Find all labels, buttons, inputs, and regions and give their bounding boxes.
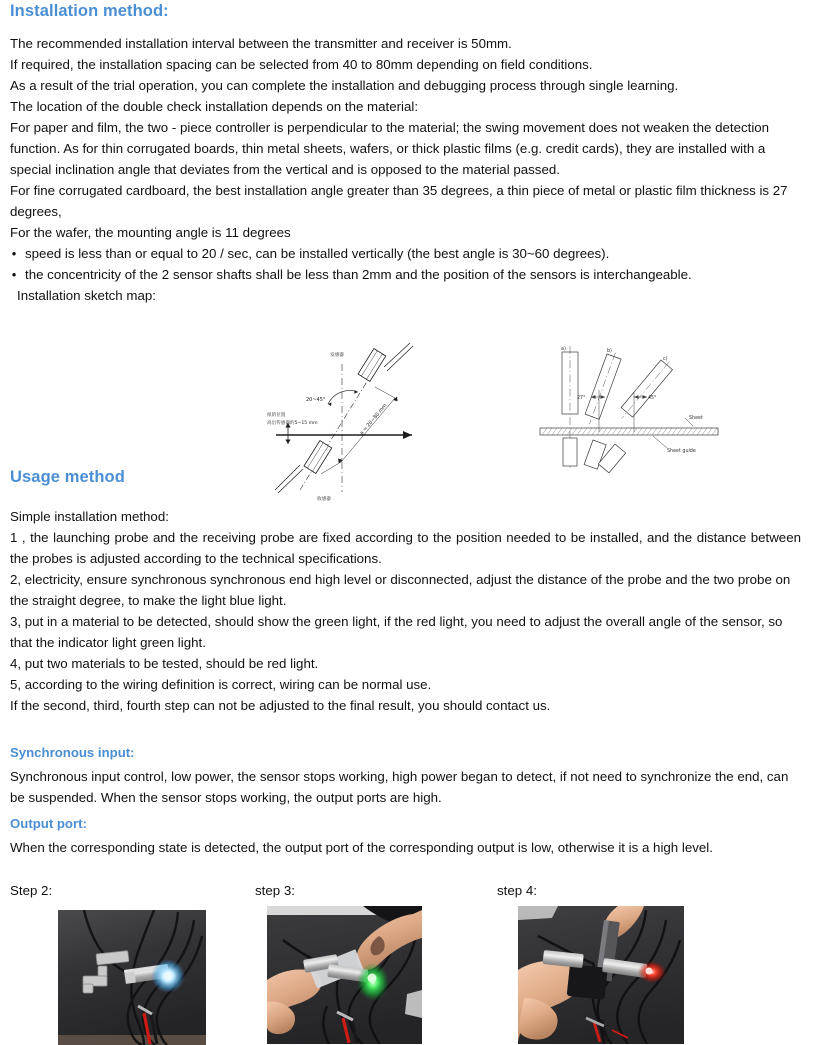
photo-caption-step-3: step 3: [255,883,295,898]
usage-step-2: 2, electricity, ensure synchronous synchronous end high level or disconnected, adjust the distance of the probe and the two probe on the straight degree, to make the light blue light. [10,572,791,608]
sketch-right-label-sheet: Sheet [689,416,703,421]
sketch-left-label-position-line1: 纸的位置 [267,413,286,418]
photo-step-3 [267,906,422,1044]
sketch-right-angle-c: 45° [648,396,657,401]
sketch-map-caption: Installation sketch map: [17,288,156,303]
photo-caption-step-2: Step 2: [10,883,53,898]
sketch-diagram-left [262,340,432,505]
usage-intro: Simple installation method: [10,509,169,524]
usage-note: If the second, third, fourth step can not be adjusted to the final result, you should contact us. [10,698,551,713]
output-port-heading: Output port: [10,816,87,831]
bullet-icon: • [11,267,17,282]
installation-line-3: As a result of the trial operation, you can complete the installation and debugging process through single learning. [10,78,679,93]
sketch-right-angle-b: 27° [577,396,586,401]
synchronous-input-body: Synchronous input control, low power, the sensor stops working, high power began to detect, if not need to synchronize the end, can be suspended. When the sensor stops working, the output ports are high. [10,769,789,805]
photo-caption-step-4: step 4: [497,883,537,898]
installation-heading-wrap [10,2,169,21]
page-title: Installation method: [10,2,169,20]
installation-line-2: If required, the installation spacing can be selected from 40 to 80mm depending on field conditions. [10,57,593,72]
installation-paragraph-material: For paper and film, the two - piece controller is perpendicular to the material; the swing movement does not weaken the detection function. As for thin corrugated boards, thin metal sheets, wafers, or thick plastic films (e.g. credit cards), they are installed with a special inclination angle that deviates from the vertical and is opposed to the material passed. [10,120,770,177]
installation-bullet-1 [10,243,815,264]
sketch-left-label-transmitter: 发感器 [330,353,344,358]
sketch-right-label-b: b) [607,349,612,354]
synchronous-input-heading: Synchronous input: [10,745,135,760]
output-port-body-wrap [10,837,803,858]
usage-method-heading: Usage method [10,468,125,486]
usage-heading-wrap [10,468,125,487]
installation-bullet-2 [10,264,815,285]
sketch-right-label-sheet-guide: Sheet guide [667,449,696,454]
sketch-left-label-position-line2: 高出传感器约5~15 mm [267,421,318,426]
photo-step-2 [58,910,206,1045]
step-photos [0,880,825,1045]
installation-line-wafer: For the wafer, the mounting angle is 11 degrees [10,225,291,240]
output-port-section [10,816,815,831]
usage-step-4: 4, put two materials to be tested, should be red light. [10,656,319,671]
sketch-right-label-c: c) [663,357,668,362]
sketch-left-label-distance: a = 20~80 mm [358,402,389,437]
usage-step-5: 5, according to the wiring definition is correct, wiring can be normal use. [10,677,432,692]
sketch-right-label-a: a) [561,347,566,352]
installation-bullet-2-text: the concentricity of the 2 sensor shafts shall be less than 2mm and the position of the sensors is interchangeable. [25,267,692,282]
bullet-icon: • [11,246,17,261]
output-port-body: When the corresponding state is detected, the output port of the corresponding output is low, otherwise it is a high level. [10,840,713,855]
installation-bullet-1-text: speed is less than or equal to 20 / sec, can be installed vertically (the best angle is 30~60 degrees). [25,246,610,261]
installation-paragraph-cardboard: For fine corrugated cardboard, the best installation angle greater than 35 degrees, a thin piece of metal or plastic film thickness is 27 degrees, [10,183,788,219]
sketch-left-label-receiver: 收感器 [317,497,331,502]
synchronous-input-body-wrap [10,766,803,808]
installation-body [10,33,815,306]
usage-step-1: 1 , the launching probe and the receiving probe are fixed according to the position needed to be installed, and the distance between the probes is adjusted according to the technical specifications. [10,530,801,566]
sketch-diagram-right [533,340,725,485]
installation-line-1: The recommended installation interval between the transmitter and receiver is 50mm. [10,36,512,51]
installation-line-4: The location of the double check installation depends on the material: [10,99,419,114]
usage-step-3: 3, put in a material to be detected, should show the green light, if the red light, you need to adjust the overall angle of the sensor, so that the indicator light green light. [10,614,783,650]
synchronous-input-section [10,745,815,760]
photo-step-4 [518,906,684,1044]
usage-body [10,506,815,716]
sketch-left-label-angle: 20~45° [306,397,326,403]
